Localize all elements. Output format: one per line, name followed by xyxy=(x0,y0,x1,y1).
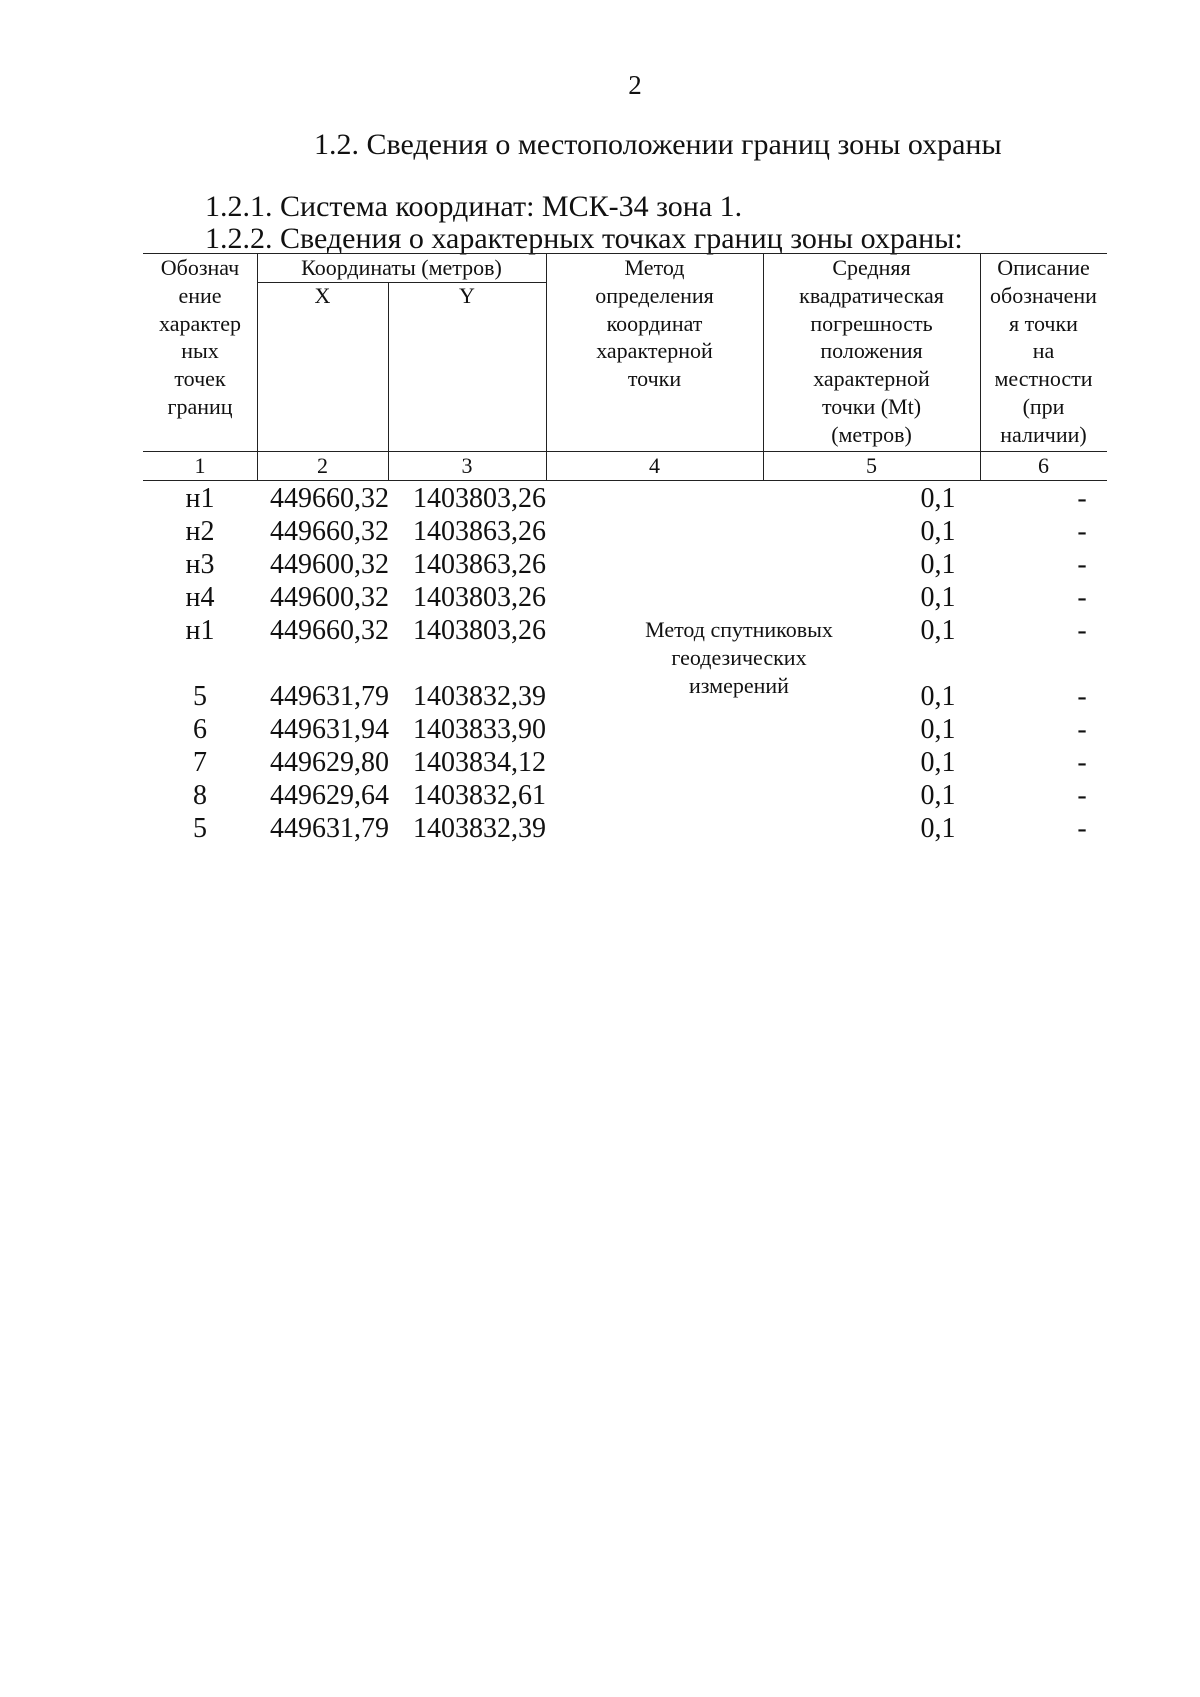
point-label: н1 xyxy=(185,483,215,514)
error-value: 0,1 xyxy=(920,813,956,844)
y-value: 1403832,39 xyxy=(413,813,546,844)
table-row xyxy=(143,812,1107,845)
description-value: - xyxy=(1077,813,1087,844)
header-mean-square-error: Средняя квадратическая погрешность положения характерной точки (Mt) (метров) xyxy=(799,255,944,447)
x-value: 449600,32 xyxy=(270,549,389,580)
table-row xyxy=(143,548,1107,581)
y-value: 1403863,26 xyxy=(413,549,546,580)
boundary-points-paragraph: 1.2.2. Сведения о характерных точках границ зоны охраны: xyxy=(205,222,963,255)
point-label: 8 xyxy=(193,780,207,811)
table-row xyxy=(143,746,1107,779)
x-value: 449629,64 xyxy=(270,780,389,811)
point-label: 5 xyxy=(193,681,207,712)
x-value: 449631,79 xyxy=(270,813,389,844)
table-row xyxy=(143,515,1107,548)
description-value: - xyxy=(1077,714,1087,745)
x-value: 449600,32 xyxy=(270,582,389,613)
point-label: н3 xyxy=(185,549,215,580)
x-value: 449631,94 xyxy=(270,714,389,745)
table-header xyxy=(143,253,1107,481)
description-value: - xyxy=(1077,582,1087,613)
description-value: - xyxy=(1077,549,1087,580)
x-value: 449629,80 xyxy=(270,747,389,778)
table-row xyxy=(143,779,1107,812)
error-value: 0,1 xyxy=(920,681,956,712)
y-value: 1403832,39 xyxy=(413,681,546,712)
column-number: 5 xyxy=(866,453,877,478)
column-number: 4 xyxy=(649,453,660,478)
point-label: н1 xyxy=(185,615,215,646)
header-method: Метод определения координат характерной точки xyxy=(595,255,714,392)
description-value: - xyxy=(1077,681,1087,712)
method-cell: Метод спутниковых геодезических измерений xyxy=(645,617,833,698)
y-value: 1403803,26 xyxy=(413,483,546,514)
header-coordinates: Координаты (метров) xyxy=(301,255,502,280)
error-value: 0,1 xyxy=(920,582,956,613)
error-value: 0,1 xyxy=(920,516,956,547)
coordinate-system-paragraph: 1.2.1. Система координат: МСК-34 зона 1. xyxy=(205,190,743,223)
point-label: н4 xyxy=(185,582,215,613)
error-value: 0,1 xyxy=(920,780,956,811)
description-value: - xyxy=(1077,780,1087,811)
y-value: 1403803,26 xyxy=(413,582,546,613)
column-number: 6 xyxy=(1038,453,1049,478)
error-value: 0,1 xyxy=(920,549,956,580)
point-label: 5 xyxy=(193,813,207,844)
header-x: X xyxy=(314,283,331,308)
point-label: 7 xyxy=(193,747,207,778)
header-y: Y xyxy=(459,283,475,308)
y-value: 1403833,90 xyxy=(413,714,546,745)
page-number: 2 xyxy=(628,70,642,100)
table-row xyxy=(143,482,1107,515)
description-value: - xyxy=(1077,747,1087,778)
x-value: 449660,32 xyxy=(270,483,389,514)
description-value: - xyxy=(1077,483,1087,514)
column-number: 1 xyxy=(194,453,206,478)
x-value: 449660,32 xyxy=(270,516,389,547)
header-description: Описание обозначени я точки на местности (при наличии) xyxy=(990,255,1097,447)
error-value: 0,1 xyxy=(920,714,956,745)
section-title: 1.2. Сведения о местоположении границ зоны охраны xyxy=(314,128,1002,161)
y-value: 1403834,12 xyxy=(413,747,546,778)
description-value: - xyxy=(1077,516,1087,547)
y-value: 1403863,26 xyxy=(413,516,546,547)
point-label: н2 xyxy=(185,516,215,547)
description-value: - xyxy=(1077,615,1087,646)
header-point-designation: Обознач ение характер ных точек границ xyxy=(158,255,242,419)
column-number: 3 xyxy=(461,453,473,478)
error-value: 0,1 xyxy=(920,483,956,514)
error-value: 0,1 xyxy=(920,747,956,778)
x-value: 449660,32 xyxy=(270,615,389,646)
table-row xyxy=(143,680,1107,713)
y-value: 1403832,61 xyxy=(413,780,546,811)
point-label: 6 xyxy=(193,714,207,745)
table-row xyxy=(143,581,1107,614)
y-value: 1403803,26 xyxy=(413,615,546,646)
table-row xyxy=(143,713,1107,746)
column-number: 2 xyxy=(317,453,328,478)
error-value: 0,1 xyxy=(920,615,956,646)
x-value: 449631,79 xyxy=(270,681,389,712)
